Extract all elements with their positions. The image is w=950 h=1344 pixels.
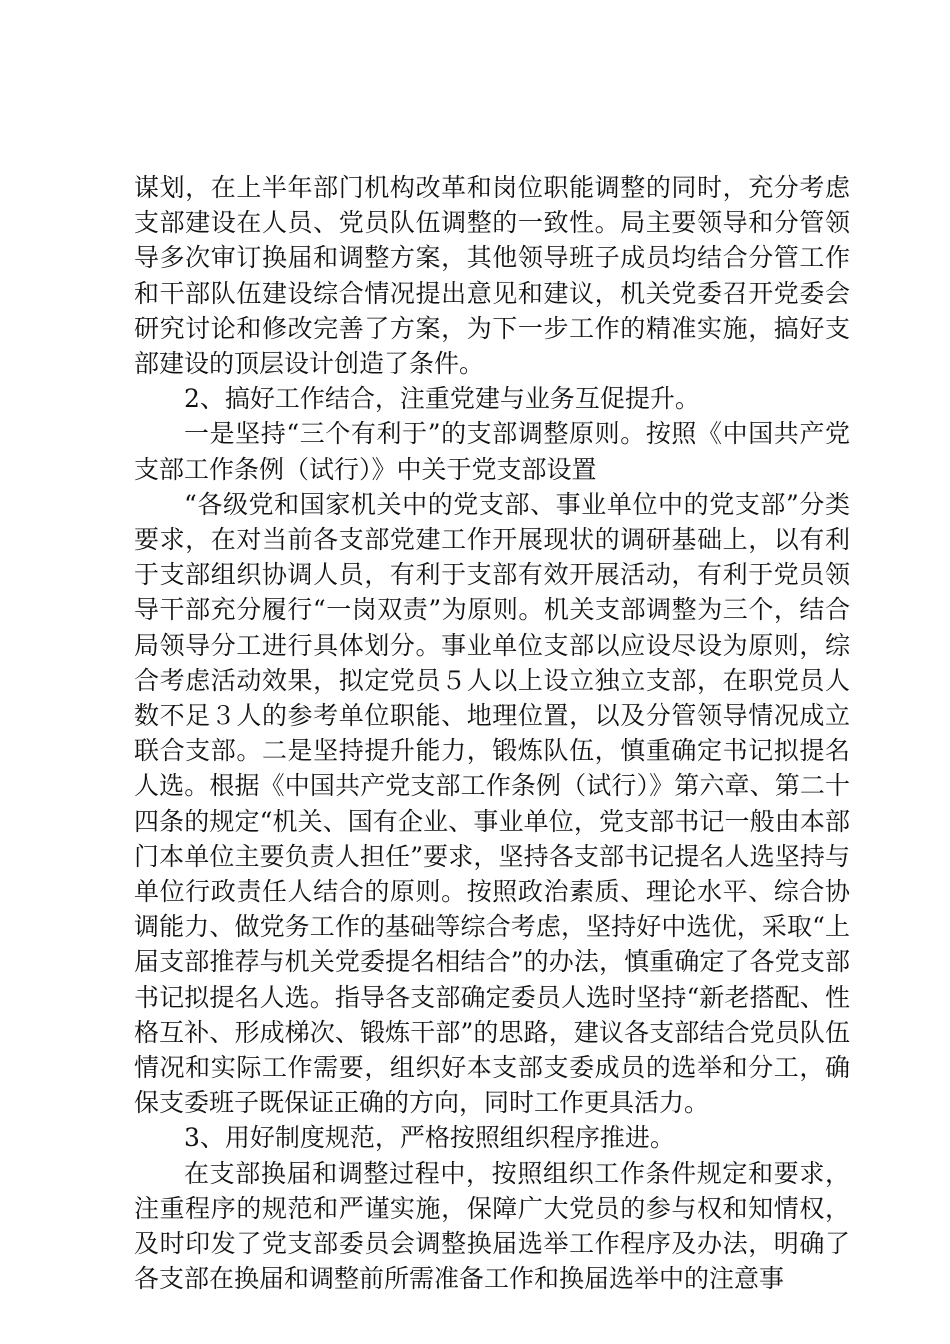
section-heading-2: 2、搞好工作结合，注重党建与业务互促提升。: [184, 384, 700, 414]
document-body: [134, 170, 850, 1297]
paragraph-procedure: 在支部换届和调整过程中，按照组织工作条件规定和要求，注重程序的规范和严谨实施，保障广大党员的参与权和知情权，及时印发了党支部委员会调整换届选举工作程序及办法，明确了各支部在换届和调整前所需准备工作和换届选举中的注意事: [134, 1158, 850, 1294]
section-heading-3: 3、用好制度规范，严格按照组织程序推进。: [184, 1123, 675, 1153]
paragraph-principles: 一是坚持“三个有利于”的支部调整原则。按照《中国共产党支部工作条例（试行）》中关于党支部设置: [134, 419, 850, 484]
paragraph-continuation: 谋划，在上半年部门机构改革和岗位职能调整的同时，充分考虑支部建设在人员、党员队伍调整的一致性。局主要领导和分管领导多次审订换届和调整方案，其他领导班子成员均结合分管工作和干部队伍建设综合情况提出意见和建议，机关党委召开党委会研究讨论和修改完善了方案，为下一步工作的精准实施，搞好支部建设的顶层设计创造了条件。: [134, 173, 850, 379]
paragraph-classification: “各级党和国家机关中的党支部、事业单位中的党支部”分类要求，在对当前各支部党建工作开展现状的调研基础上，以有利于支部组织协调人员，有利于支部有效开展活动，有利于党员领导干部充分履行“一岗双责”为原则。机关支部调整为三个，结合局领导分工进行具体划分。事业单位支部以应设尽设为原则，综合考虑活动效果，拟定党员５人以上设立独立支部，在职党员人数不足３人的参考单位职能、地理位置，以及分管领导情况成立联合支部。二是坚持提升能力，锻炼队伍，慎重确定书记拟提名人选。根据《中国共产党支部工作条例（试行）》第六章、第二十四条的规定“机关、国有企业、事业单位，党支部书记一般由本部门本单位主要负责人担任”要求，坚持各支部书记提名人选坚持与单位行政责任人结合的原则。按照政治素质、理论水平、综合协调能力、做党务工作的基础等综合考虑，坚持好中选优，采取“上届支部推荐与机关党委提名相结合”的办法，慎重确定了各党支部书记拟提名人选。指导各支部确定委员人选时坚持“新老搭配、性格互补、形成梯次、锻炼干部”的思路，建议各支部结合党员队伍情况和实际工作需要，组织好本支部支委成员的选举和分工，确保支委班子既保证正确的方向，同时工作更具活力。: [134, 489, 850, 1118]
